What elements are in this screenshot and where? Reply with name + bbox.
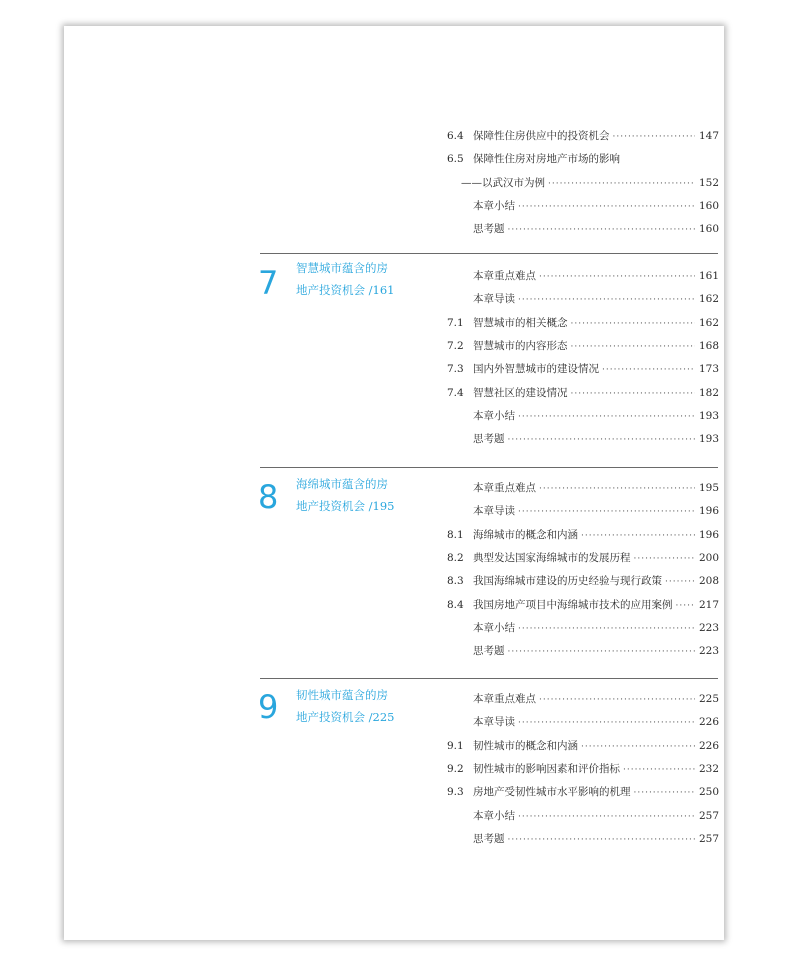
chapter-number[interactable]: 9 (258, 688, 279, 726)
section-title: 本章重点难点 (473, 270, 536, 282)
dot-leader (518, 291, 695, 309)
page-number: 257 (698, 832, 719, 845)
toc-entry[interactable] (447, 526, 719, 544)
dot-leader (581, 527, 695, 545)
toc-entry[interactable] (447, 314, 719, 332)
section-title: 本章重点难点 (473, 482, 536, 494)
chapter-title-line-1[interactable]: 韧性城市蕴含的房 (296, 688, 388, 702)
section-title: 本章小结 (473, 621, 515, 634)
section-number: 6.5 (447, 153, 464, 166)
chapter-title-line-2[interactable]: 地产投资机会 /225 (296, 710, 395, 724)
toc-entry[interactable] (447, 407, 719, 425)
section-title: 保障性住房对房地产市场的影响 (473, 153, 620, 166)
dot-leader (665, 573, 695, 591)
chapter-title-line-2[interactable]: 地产投资机会 /161 (296, 283, 395, 297)
page-number: 226 (698, 739, 719, 752)
section-title: 思考题 (473, 433, 505, 446)
page-number: 217 (698, 598, 719, 611)
book-page (64, 26, 724, 940)
toc-entry[interactable] (447, 737, 719, 755)
page-number: 196 (698, 528, 719, 541)
page-number: 195 (698, 482, 719, 494)
chapter-divider (260, 253, 718, 254)
toc-entry[interactable] (447, 290, 719, 308)
section-title: 国内外智慧城市的建设情况 (473, 363, 599, 376)
section-title: 思考题 (473, 645, 505, 658)
page-number: 196 (698, 505, 719, 518)
section-title: 本章重点难点 (473, 693, 536, 705)
dot-leader (634, 550, 695, 568)
page-number: 161 (698, 270, 719, 282)
page-number: 162 (698, 316, 719, 329)
toc-entry[interactable] (447, 690, 719, 708)
page-number: 226 (698, 716, 719, 729)
section-title: 本章导读 (473, 293, 515, 306)
dot-leader (518, 620, 695, 638)
toc-entry[interactable] (447, 174, 719, 192)
section-title: 韧性城市的概念和内涵 (473, 739, 578, 752)
section-title: 思考题 (473, 832, 505, 845)
toc-entry[interactable] (447, 127, 719, 145)
section-number: 7.4 (447, 386, 464, 399)
page-number: 223 (698, 621, 719, 634)
page-number: 152 (698, 176, 719, 189)
dot-leader (518, 714, 695, 732)
section-number: 9.1 (447, 739, 464, 752)
dot-leader (518, 198, 695, 216)
toc-entry[interactable] (447, 549, 719, 567)
dot-leader (581, 738, 695, 756)
section-number: 6.4 (447, 130, 464, 142)
dot-leader (508, 221, 695, 239)
page-number: 173 (698, 363, 719, 376)
toc-entry[interactable] (447, 502, 719, 520)
section-title: 本章小结 (473, 409, 515, 422)
page-number: 168 (698, 339, 719, 352)
toc-entry[interactable] (447, 619, 719, 637)
section-number: 8.4 (447, 598, 464, 611)
toc-entry[interactable] (447, 760, 719, 778)
section-title: 本章小结 (473, 199, 515, 212)
section-number: 8.3 (447, 575, 464, 588)
dot-leader (602, 361, 695, 379)
chapter-title-line-1[interactable]: 海绵城市蕴含的房 (296, 477, 388, 491)
toc-entry[interactable] (447, 360, 719, 378)
dot-leader (518, 408, 695, 426)
dot-leader (518, 808, 695, 826)
section-title: 海绵城市的概念和内涵 (473, 528, 578, 541)
dot-leader (539, 268, 695, 286)
page-number: 162 (698, 293, 719, 306)
page-number: 193 (698, 433, 719, 446)
section-title: 本章小结 (473, 809, 515, 822)
dot-leader (623, 761, 695, 779)
chapter-number[interactable]: 8 (258, 478, 279, 516)
dot-leader (571, 385, 695, 403)
page-number: 160 (698, 223, 719, 236)
section-title: 智慧社区的建设情况 (473, 386, 568, 399)
page-number: 223 (698, 645, 719, 658)
page-number: 250 (698, 786, 719, 799)
toc-entry[interactable] (447, 337, 719, 355)
toc-entry[interactable] (447, 572, 719, 590)
page-number: 182 (698, 386, 719, 399)
page-number: 193 (698, 409, 719, 422)
section-title: 典型发达国家海绵城市的发展历程 (473, 551, 631, 564)
section-number: 7.3 (447, 363, 464, 376)
dot-leader (613, 128, 695, 146)
dot-leader (571, 338, 695, 356)
section-title: 智慧城市的相关概念 (473, 316, 568, 329)
toc-entry[interactable] (447, 479, 719, 497)
section-title: 我国海绵城市建设的历史经验与现行政策 (473, 575, 662, 588)
section-number: 7.1 (447, 316, 464, 329)
section-number: 7.2 (447, 339, 464, 352)
chapter-number[interactable]: 7 (258, 264, 279, 302)
section-title: 本章导读 (473, 505, 515, 518)
dot-leader (539, 691, 695, 709)
section-number: 9.3 (447, 786, 464, 799)
dot-leader (508, 831, 695, 849)
page-number: 225 (698, 693, 719, 705)
section-title: 保障性住房供应中的投资机会 (473, 130, 610, 142)
toc-entry[interactable] (447, 384, 719, 402)
page-number: 147 (698, 130, 719, 142)
page-number: 232 (698, 762, 719, 775)
toc-entry[interactable] (447, 430, 719, 448)
page-number: 208 (698, 575, 719, 588)
toc-entry[interactable] (447, 830, 719, 848)
chapter-title-line-2[interactable]: 地产投资机会 /195 (296, 499, 395, 513)
section-number: 8.1 (447, 528, 464, 541)
dot-leader (508, 643, 695, 661)
toc-entry[interactable] (447, 783, 719, 801)
toc-entry[interactable] (447, 220, 719, 238)
chapter-title-line-1[interactable]: 智慧城市蕴含的房 (296, 261, 388, 275)
section-title: 智慧城市的内容形态 (473, 339, 568, 352)
page-number: 160 (698, 199, 719, 212)
toc-entry[interactable] (447, 713, 719, 731)
toc-entry[interactable] (447, 642, 719, 660)
chapter-divider (260, 467, 718, 468)
dot-leader (539, 480, 695, 498)
section-number: 8.2 (447, 551, 464, 564)
dot-leader (571, 315, 695, 333)
toc-entry[interactable] (447, 807, 719, 825)
page-number: 257 (698, 809, 719, 822)
dot-leader (676, 597, 695, 615)
chapter-divider (260, 678, 718, 679)
dot-leader (634, 784, 695, 802)
section-title: 我国房地产项目中海绵城市技术的应用案例 (473, 598, 673, 611)
dot-leader (518, 503, 695, 521)
section-title: ——以武汉市为例 (461, 176, 545, 189)
section-title: 房地产受韧性城市水平影响的机理 (473, 786, 631, 799)
dot-leader (508, 431, 695, 449)
toc-entry[interactable] (447, 197, 719, 215)
section-number: 9.2 (447, 762, 464, 775)
page-number: 200 (698, 551, 719, 564)
section-title: 思考题 (473, 223, 505, 236)
toc-entry[interactable] (447, 596, 719, 614)
toc-entry[interactable] (447, 150, 719, 168)
section-title: 本章导读 (473, 716, 515, 729)
section-title: 韧性城市的影响因素和评价指标 (473, 762, 620, 775)
toc-entry[interactable] (447, 267, 719, 285)
dot-leader (548, 175, 695, 193)
